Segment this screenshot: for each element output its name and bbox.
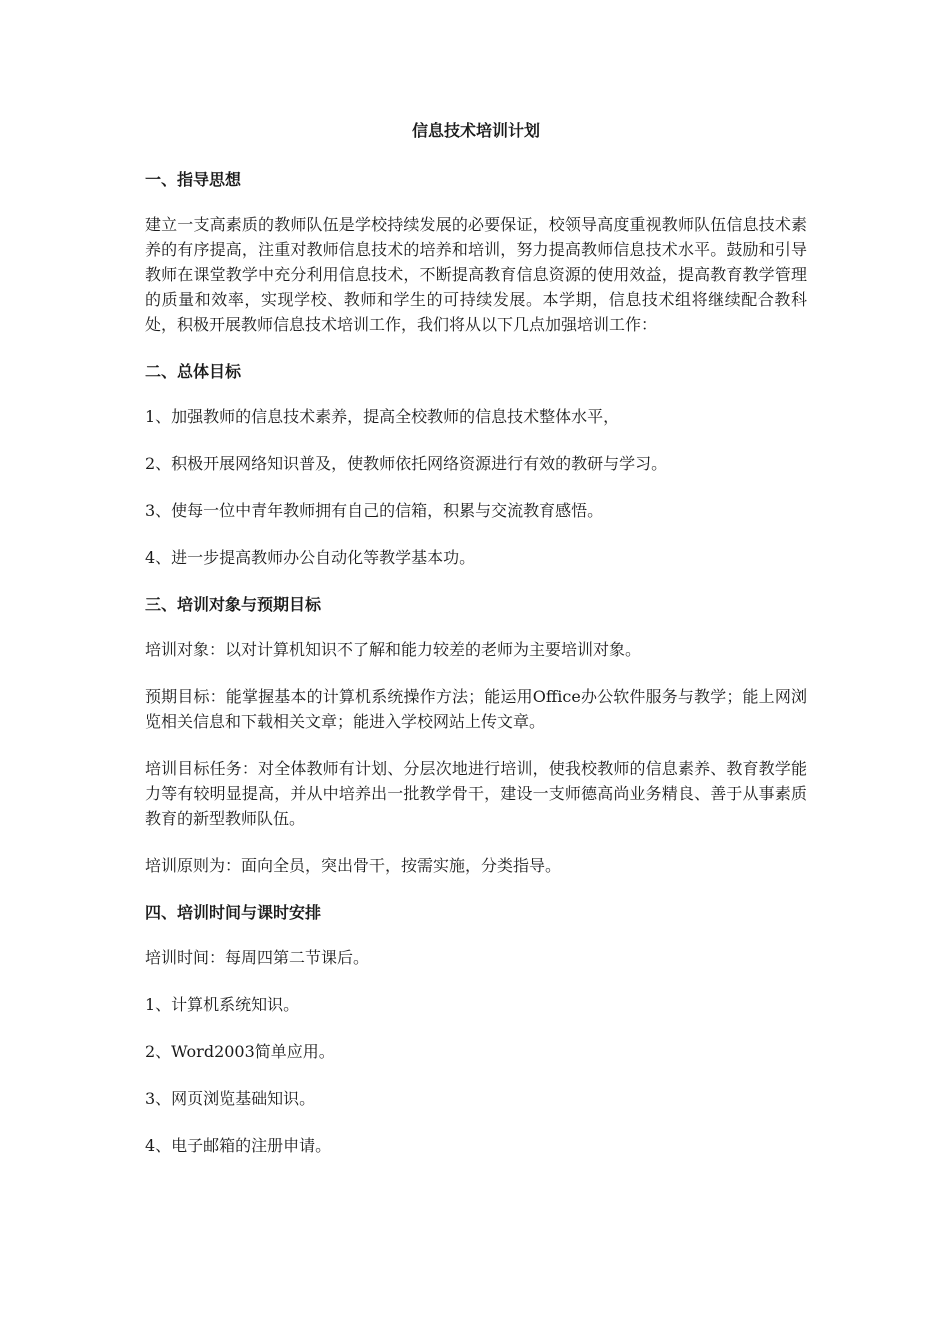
goal-item-4: 4、进一步提高教师办公自动化等教学基本功。: [145, 548, 476, 567]
schedule-item-2: 2、Word2003简单应用。: [145, 1042, 335, 1061]
training-target-paragraph: 培训对象：以对计算机知识不了解和能力较差的老师为主要培训对象。: [145, 640, 642, 659]
section-heading-training-targets: 三、培训对象与预期目标: [145, 595, 322, 614]
schedule-item-3: 3、网页浏览基础知识。: [145, 1089, 316, 1108]
document-title: 信息技术培训计划: [411, 121, 540, 140]
goal-item-1: 1、加强教师的信息技术素养，提高全校教师的信息技术整体水平，: [145, 407, 620, 426]
document-page: [145, 118, 807, 1180]
schedule-item-4: 4、电子邮箱的注册申请。: [145, 1136, 332, 1155]
schedule-item-1: 1、计算机系统知识。: [145, 995, 300, 1014]
section-paragraph: 建立一支高素质的教师队伍是学校持续发展的必要保证，校领导高度重视教师队伍信息技术素养的有序提高，注重对教师信息技术的培养和培训，努力提高教师信息技术水平。鼓励和引导教师在课堂教学中充分利用信息技术，不断提高教育信息资源的使用效益，提高教育教学管理的质量和效率，实现学校、教师和学生的可持续发展。本学期，信息技术组将继续配合教科处，积极开展教师信息技术培训工作，我们将从以下几点加强培训工作：: [145, 215, 807, 334]
training-time-paragraph: 培训时间：每周四第二节课后。: [145, 948, 370, 967]
expected-goal-paragraph: 预期目标：能掌握基本的计算机系统操作方法；能运用Office办公软件服务与教学；能上网浏览相关信息和下载相关文章；能进入学校网站上传文章。: [145, 687, 807, 731]
training-principle-paragraph: 培训原则为：面向全员，突出骨干，按需实施，分类指导。: [145, 856, 562, 875]
goal-item-2: 2、积极开展网络知识普及，使教师依托网络资源进行有效的教研与学习。: [145, 454, 668, 473]
training-task-paragraph: 培训目标任务：对全体教师有计划、分层次地进行培训，使我校教师的信息素养、教育教学能力等有较明显提高，并从中培养出一批教学骨干，建设一支师德高尚业务精良、善于从事素质教育的新型教师队伍。: [145, 759, 807, 828]
goal-item-3: 3、使每一位中青年教师拥有自己的信箱，积累与交流教育感悟。: [145, 501, 604, 520]
section-heading-training-schedule: 四、培训时间与课时安排: [145, 903, 322, 922]
section-heading-guiding-ideology: 一、指导思想: [145, 170, 242, 189]
section-heading-overall-goals: 二、总体目标: [145, 362, 242, 381]
